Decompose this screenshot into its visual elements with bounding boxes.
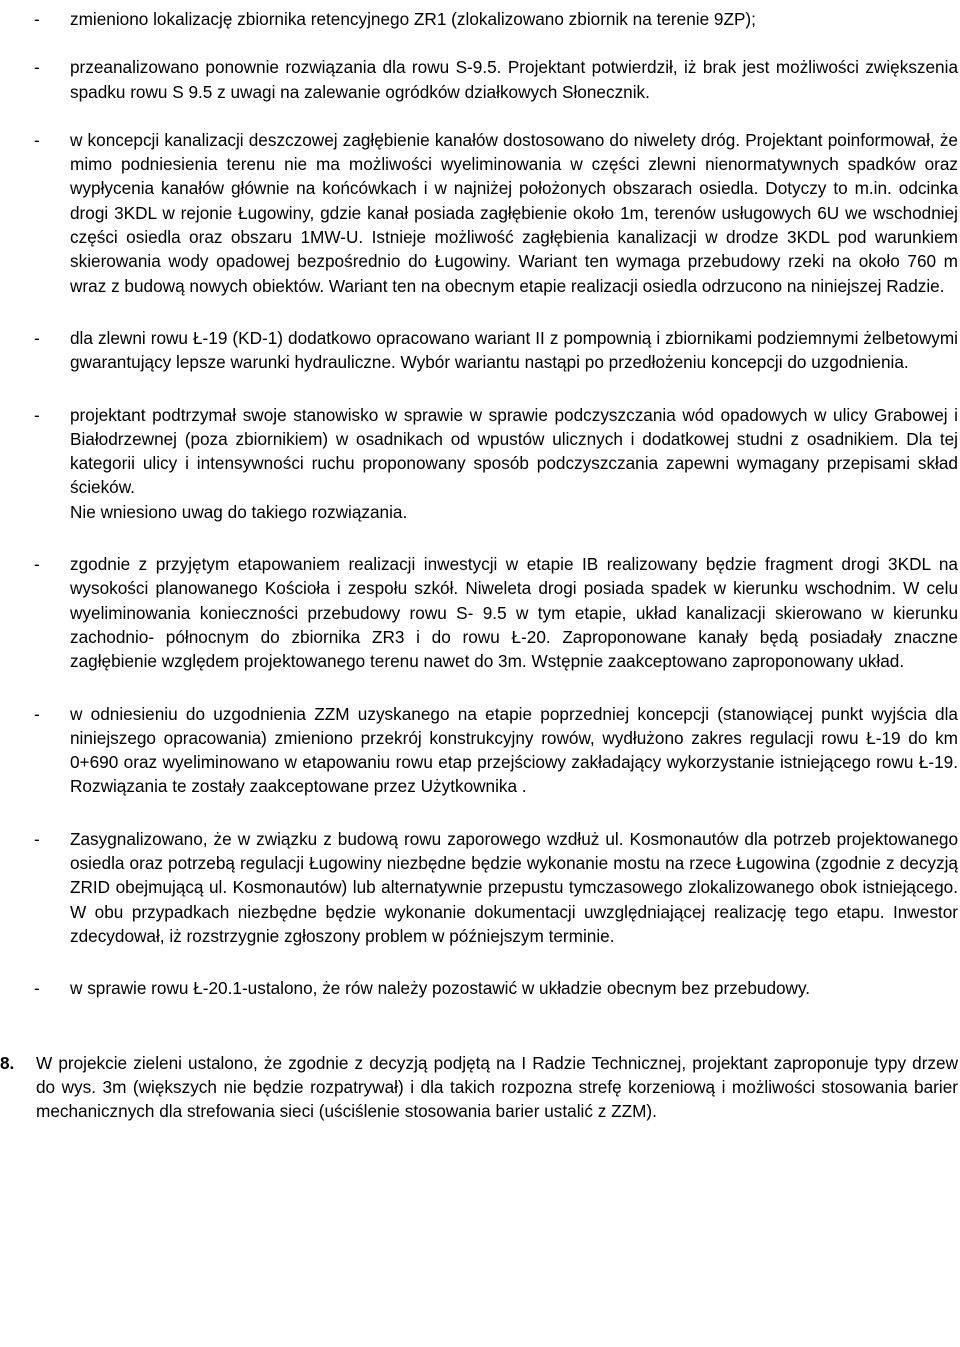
section-text: W projekcie zieleni ustalono, że zgodnie z decyzją podjętą na I Radzie Technicznej, projektant zaproponuje typy drzew do wys. 3m (większych nie będzie rozpatrywał) i dla takich rozpozna strefę korzeniową i możliwości stosowania barier mechanicznych dla strefowania sieci (uściślenie stosowania barier ustalić z ZZM). — [36, 1052, 958, 1122]
list-item-text: w koncepcji kanalizacji deszczowej zagłębienie kanałów dostosowano do niwelety dróg. Projektant poinformował, że mimo podniesienia terenu nie ma możliwości wyeliminowania w części zlewni nienormatywnych spadków oraz wypłycenia kanałów głównie na końcówkach i w najniżej położonych obszarach osiedla. Dotyczy to m.in. odcinka drogi 3KDL w rejonie Ługowiny, gdzie kanał posiada zagłębienie około 1m, terenów usługowych 6U we wschodniej części osiedla oraz obszaru 1MW-U. Istnieje możliwość zagłębienia kanalizacji w drodze 3KDL pod warunkiem skierowania wody opadowej bezpośrednio do Ługowiny. Wariant ten wymaga przebudowy rzeki na około 760 m wraz z budową nowych obiektów. Wariant ten na obecnym etapie realizacji osiedla odrzucono na niniejszej Radzie. — [70, 129, 958, 296]
list-item-text: projektant podtrzymał swoje stanowisko w sprawie w sprawie podczyszczania wód opadowych w ulicy Grabowej i Białodrzewnej (poza zbiornikiem) w osadnikach od wpustów ulicznych i dodatkowej studni z osadnikiem. Dla tej kategorii ulicy i intensywności ruchu proponowany sposób podczyszczania zapewni wymagany przepisami skład ścieków. — [70, 404, 958, 498]
bullet-dash: - — [34, 703, 40, 724]
list-item — [0, 403, 960, 524]
bullet-dash: - — [34, 404, 40, 425]
bullet-dash: - — [34, 554, 40, 575]
list-item — [0, 55, 960, 104]
list-item — [0, 976, 960, 1000]
section-number: 8. — [0, 1052, 15, 1073]
list-item-text: zgodnie z przyjętym etapowaniem realizacji inwestycji w etapie IB realizowany będzie fragment drogi 3KDL na wysokości planowanego Kościoła i zespołu szkół. Niweleta drogi posiada spadek w kierunku wschodnim. W celu wyeliminowania konieczności przebudowy rowu S- 9.5 w tym etapie, układ kanalizacji skierowano w kierunku zachodnio- północnym do zbiornika ZR3 i do rowu Ł-20. Zaproponowane kanały będą posiadały znaczne zagłębienie względem projektowanego terenu nawet do 3m. Wstępnie zaakceptowano zaproponowany układ. — [70, 554, 958, 672]
bullet-dash: - — [34, 828, 40, 849]
bullet-dash: - — [34, 978, 40, 999]
bullet-dash: - — [34, 9, 40, 29]
bullet-dash: - — [34, 327, 40, 348]
bullet-dash: - — [34, 57, 40, 78]
list-item — [0, 326, 960, 375]
list-item — [0, 7, 960, 31]
list-item — [0, 827, 960, 948]
list-item-text: w odniesieniu do uzgodnienia ZZM uzyskanego na etapie poprzedniej koncepcji (stanowiącej punkt wyjścia dla niniejszego opracowania) zmieniono przekrój konstrukcyjny rowów, wydłużono zakres regulacji rowu Ł-19 do km 0+690 oraz wyeliminowano w etapowaniu rowu etap przejściowy zakładający wykorzystanie istniejącego rowu Ł-19. Rozwiązania te zostały zaakceptowane przez Użytkownika . — [70, 703, 958, 797]
list-item-text: dla zlewni rowu Ł-19 (KD-1) dodatkowo opracowano wariant II z pompownią i zbiornikami podziemnymi żelbetowymi gwarantujący lepsze warunki hydrauliczne. Wybór wariantu nastąpi po przedłożeniu koncepcji do uzgodnienia. — [70, 327, 958, 373]
bullet-list — [0, 7, 960, 1001]
bullet-dash: - — [34, 129, 40, 150]
list-item — [0, 128, 960, 298]
list-item — [0, 552, 960, 673]
section-8 — [0, 1051, 960, 1124]
list-item — [0, 702, 960, 799]
list-item-text: Zasygnalizowano, że w związku z budową rowu zaporowego wzdłuż ul. Kosmonautów dla potrzeb projektowanego osiedla oraz potrzebą regulacji Ługowiny niezbędne będzie wykonanie mostu na rzece Ługowina (zgodnie z decyzją ZRID obejmującą ul. Kosmonautów) lub alternatywnie przepustu tymczasowego zlokalizowanego obok istniejącego. W obu przypadkach niezbędne będzie wykonanie dokumentacji uwzględniającej realizację tego etapu. Inwestor zdecydował, iż rozstrzygnie zgłoszony problem w późniejszym terminie. — [70, 828, 958, 946]
list-item-text: zmieniono lokalizację zbiornika retencyjnego ZR1 (zlokalizowano zbiornik na terenie 9ZP); — [70, 9, 756, 29]
list-item-text: przeanalizowano ponownie rozwiązania dla rowu S-9.5. Projektant potwierdził, iż brak jest możliwości zwiększenia spadku rowu S 9.5 z uwagi na zalewanie ogródków działkowych Słonecznik. — [70, 57, 958, 102]
list-item-text: w sprawie rowu Ł-20.1-ustalono, że rów należy pozostawić w układzie obecnym bez przebudowy. — [70, 978, 811, 999]
list-item-note: Nie wniesiono uwag do takiego rozwiązania. — [70, 501, 408, 522]
